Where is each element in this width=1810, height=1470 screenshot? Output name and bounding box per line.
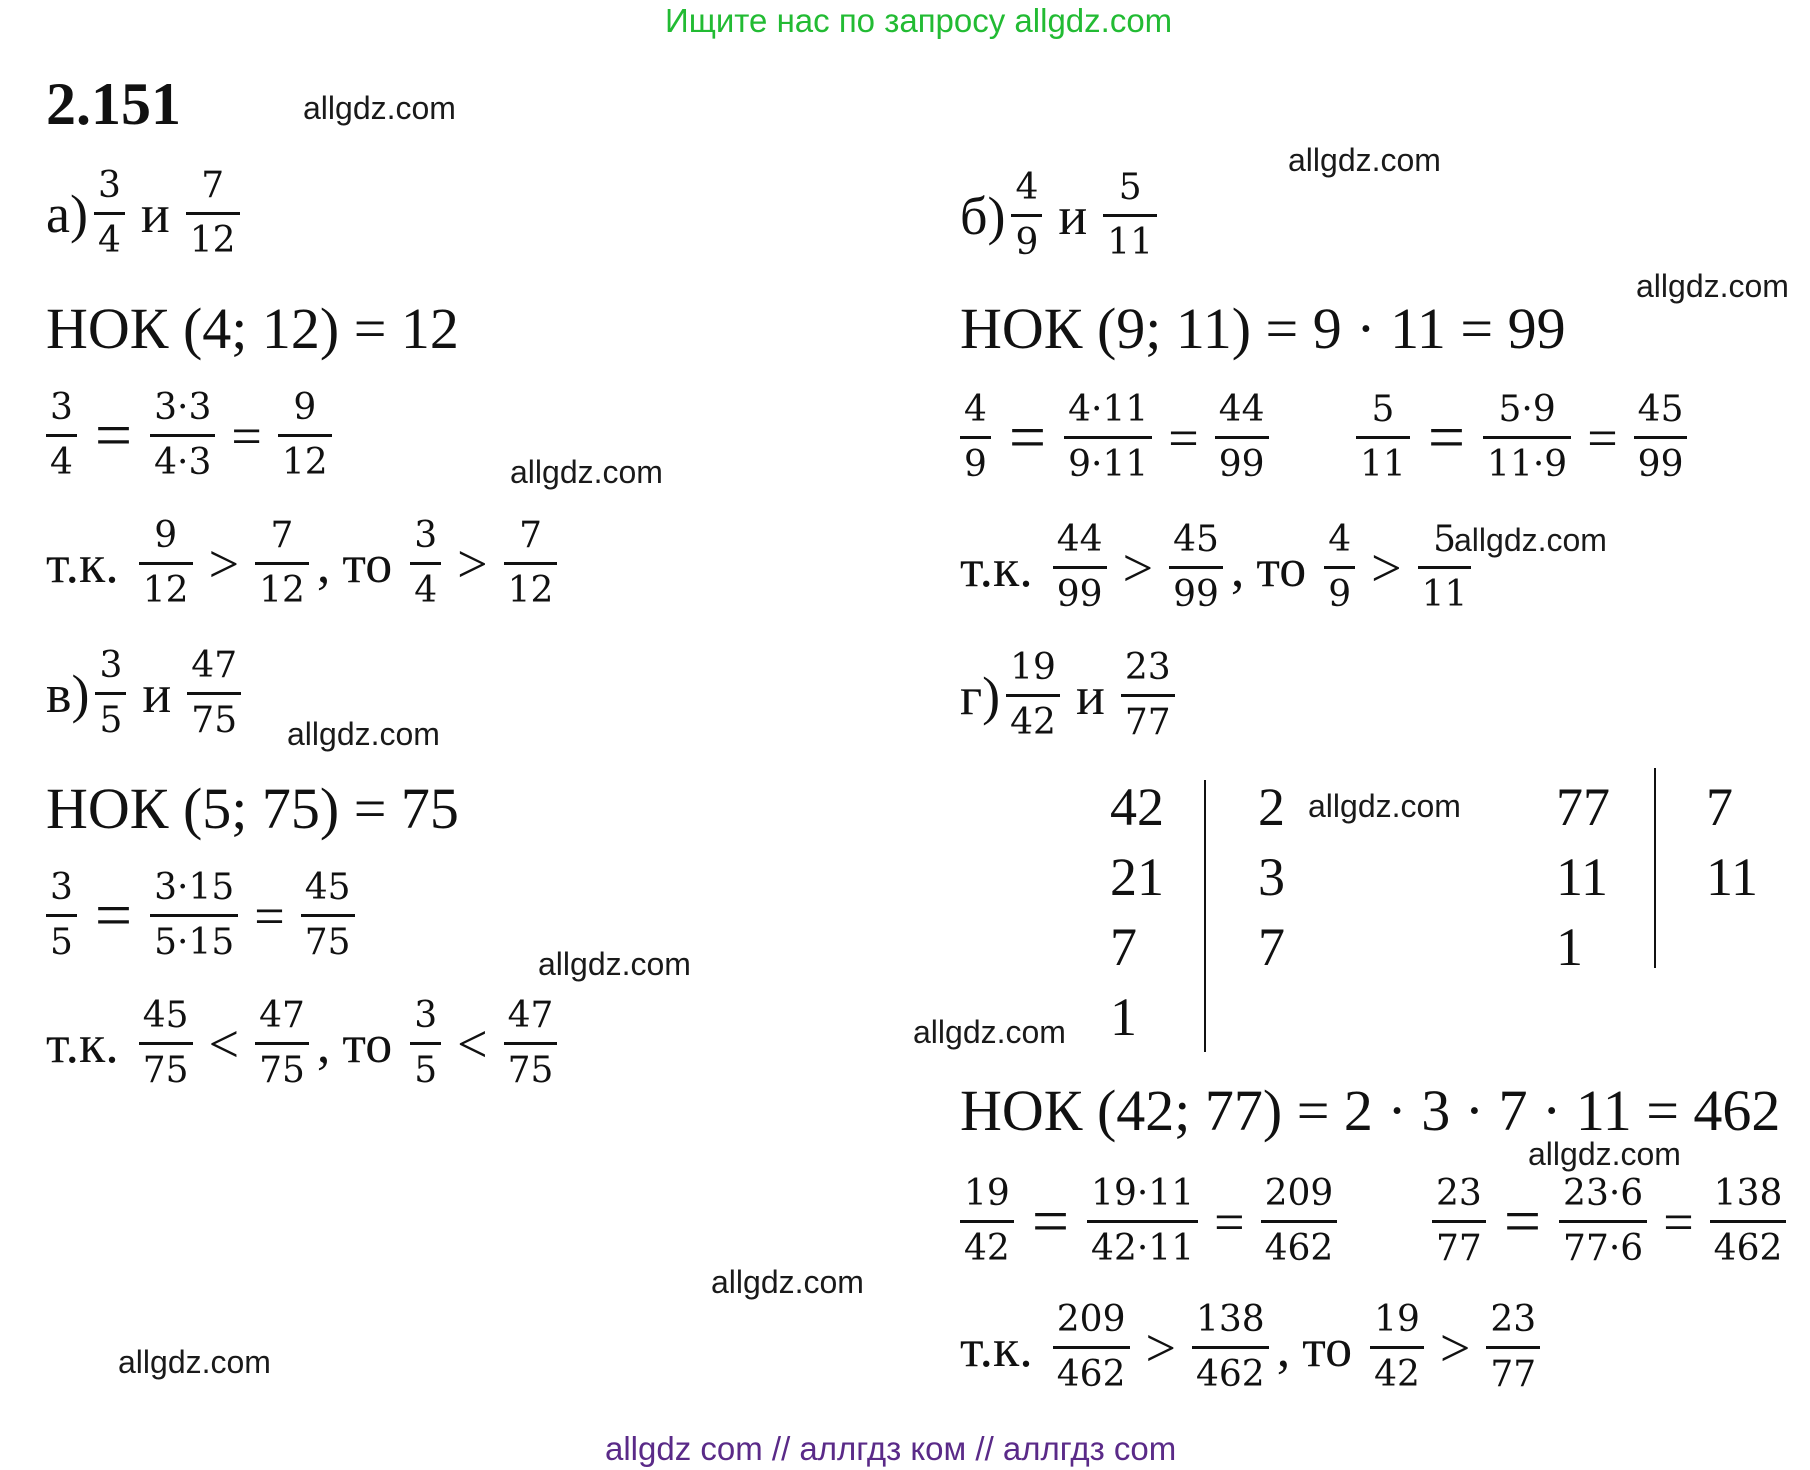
factor-77-quotients: 77 11 1 — [1556, 777, 1610, 977]
factor-42-divider — [1204, 780, 1206, 1052]
fraction: $\frac{7}{12}$ — [186, 168, 240, 259]
conjunction: и — [140, 183, 170, 244]
part-b-header: б) $\frac{4}{9}$ и $\frac{5}{11}$ — [960, 170, 1163, 261]
top-banner: Ищите нас по запросу allgdz.com — [665, 2, 1173, 39]
factor-42-divisors: 2 3 7 — [1258, 777, 1285, 977]
part-label: в) — [46, 663, 90, 724]
problem-number: 2.151 — [46, 71, 181, 137]
part-g-comparison: т.к. $\frac{209}{462}$ > $\frac{138}{462}$ , то $\frac{19}{42}$ > $\frac{23}{77}$ — [960, 1302, 1546, 1393]
factor-77-divider — [1654, 768, 1656, 968]
part-g-header: г) $\frac{19}{42}$ и $\frac{23}{77}$ — [960, 650, 1181, 741]
watermark: allgdz.com — [1528, 1136, 1681, 1172]
part-g-equation-1: $\frac{19}{42}$ = $\frac{19\cdot 11}{42\cdot 11}$ = $\frac{209}{462}$ — [960, 1176, 1343, 1267]
watermark: allgdz.com — [303, 90, 456, 126]
watermark: allgdz.com — [118, 1344, 271, 1380]
watermark: allgdz.com — [913, 1014, 1066, 1050]
factor-77-divisors: 7 11 — [1706, 777, 1758, 907]
watermark: allgdz.com — [1636, 268, 1789, 304]
watermark: allgdz.com — [1454, 522, 1607, 558]
part-v-comparison: т.к. $\frac{45}{75}$ < $\frac{47}{75}$ , то $\frac{3}{5}$ < $\frac{47}{75}$ — [46, 998, 563, 1089]
bottom-banner: allgdz com // аллгдз ком // аллгдз com — [605, 1430, 1177, 1467]
watermark: allgdz.com — [510, 454, 663, 490]
part-b-equation-1: $\frac{4}{9}$ = $\frac{4\cdot 11}{9\cdot 11}$ = $\frac{44}{99}$ — [960, 392, 1275, 483]
fraction: $\frac{3}{4}$ — [94, 168, 125, 259]
part-v-nok: НОК (5; 75) = 75 — [46, 776, 459, 841]
part-label: б) — [960, 185, 1006, 246]
part-label: г) — [960, 665, 1001, 726]
factor-42-quotients: 42 21 7 1 — [1110, 777, 1164, 1047]
part-a-equation: $\frac{3}{4}$ = $\frac{3\cdot 3}{4\cdot 3}$ = $\frac{9}{12}$ — [46, 390, 338, 481]
part-b-equation-2: $\frac{5}{11}$ = $\frac{5\cdot 9}{11\cdot 9}$ = $\frac{45}{99}$ — [1356, 392, 1693, 483]
watermark: allgdz.com — [1308, 788, 1461, 824]
watermark: allgdz.com — [287, 716, 440, 752]
part-g-nok: НОК (42; 77) = 2 · 3 · 7 · 11 = 462 — [960, 1078, 1781, 1143]
part-b-nok: НОК (9; 11) = 9 · 11 = 99 — [960, 296, 1566, 361]
part-label: а) — [46, 183, 88, 244]
part-g-equation-2: $\frac{23}{77}$ = $\frac{23\cdot 6}{77\cdot 6}$ = $\frac{138}{462}$ — [1432, 1176, 1792, 1267]
part-a-comparison: т.к. $\frac{9}{12}$ > $\frac{7}{12}$ , то $\frac{3}{4}$ > $\frac{7}{12}$ — [46, 518, 563, 609]
watermark: allgdz.com — [538, 946, 691, 982]
part-v-header: в) $\frac{3}{5}$ и $\frac{47}{75}$ — [46, 648, 247, 739]
part-b-comparison: т.к. $\frac{44}{99}$ > $\frac{45}{99}$ , то $\frac{4}{9}$ > $\frac{5}{11}$ — [960, 522, 1477, 613]
part-a-header — [46, 165, 246, 261]
watermark: allgdz.com — [711, 1264, 864, 1300]
watermark: allgdz.com — [1288, 142, 1441, 178]
part-v-equation: $\frac{3}{5}$ = $\frac{3\cdot 15}{5\cdot 15}$ = $\frac{45}{75}$ — [46, 870, 361, 961]
part-a-nok: НОК (4; 12) = 12 — [46, 296, 459, 361]
